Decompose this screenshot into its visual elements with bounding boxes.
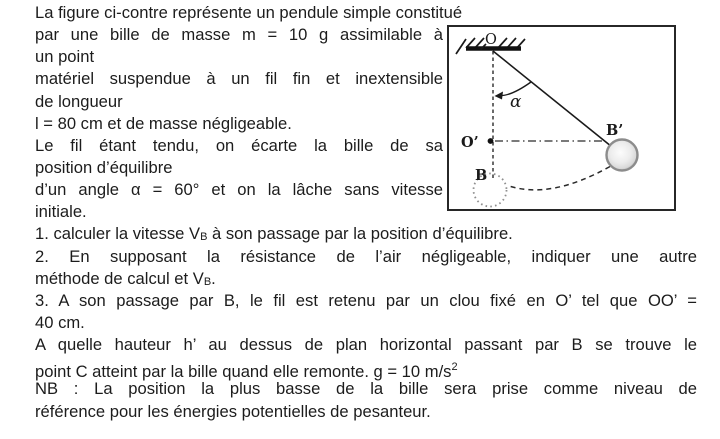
text-sub: B xyxy=(203,275,212,288)
text-segment: d’un angle α = 60° et on la lâche sans vitesse xyxy=(35,180,443,200)
text-segment: NB : La position la plus basse de la bille sera prise comme niveau de xyxy=(35,379,697,399)
text-segment: 3. A son passage par B, le fil est retenu par un clou fixé en O’ tel que OO’ = xyxy=(35,290,697,310)
angle-label: α xyxy=(510,92,522,112)
text-segment: 2. En supposant la résistance de l’air négligeable, indiquer une autre xyxy=(35,246,697,266)
text-line xyxy=(35,91,443,113)
pendulum-diagram xyxy=(449,27,674,209)
text-segment: méthode de calcul et V xyxy=(35,268,204,288)
text-segment: par une bille de masse m = 10 g assimilable à xyxy=(35,25,443,45)
text-segment: . xyxy=(211,268,216,288)
trajectory-arc xyxy=(508,167,611,190)
text-line xyxy=(35,24,443,46)
text-sup: 2 xyxy=(451,361,458,374)
equilibrium-position-label: B xyxy=(475,167,488,184)
text-segment: point C atteint par la bille quand elle remonte. g = 10 m/s xyxy=(35,362,452,382)
text-line xyxy=(35,268,697,290)
text-segment: Le fil étant tendu, on écarte la bille de sa xyxy=(35,135,443,155)
text-segment: référence pour les énergies potentielles de pesanteur. xyxy=(35,401,431,421)
text-segment: de longueur xyxy=(35,91,123,111)
text-line xyxy=(35,290,697,312)
ball-at-release xyxy=(607,140,638,171)
pivot-label: O xyxy=(485,32,497,48)
text-line xyxy=(35,2,697,24)
text-line xyxy=(35,179,443,201)
text-segment: 40 cm. xyxy=(35,312,85,332)
text-line xyxy=(35,157,443,179)
nail-point-label: O’ xyxy=(461,134,479,151)
text-line xyxy=(35,401,697,423)
text-segment: matériel suspendue à un fil fin et inextensible xyxy=(35,69,443,89)
text-segment: A quelle hauteur h’ au dessus de plan horizontal passant par B se trouve le xyxy=(35,335,697,355)
text-line xyxy=(35,312,697,334)
pendulum-figure xyxy=(447,25,676,211)
text-line xyxy=(35,223,697,245)
text-line xyxy=(35,334,697,356)
angle-arrowhead xyxy=(495,92,504,100)
text-line xyxy=(35,113,443,135)
text-line xyxy=(35,135,443,157)
text-segment: l = 80 cm et de masse négligeable. xyxy=(35,113,292,133)
text-line xyxy=(35,246,697,268)
text-line xyxy=(35,201,443,223)
text-sub: B xyxy=(200,231,208,244)
text-segment: position d’équilibre xyxy=(35,157,173,177)
text-segment: à son passage par la position d’équilibre. xyxy=(207,224,513,244)
text-segment: initiale. xyxy=(35,202,87,222)
text-line xyxy=(35,68,443,90)
nail-point-dot xyxy=(488,138,494,144)
text-segment: un point xyxy=(35,47,95,67)
text-line xyxy=(35,46,443,68)
text-segment: 1. calculer la vitesse V xyxy=(35,224,201,244)
text-segment: La figure ci-contre représente un pendule simple constitué xyxy=(35,3,463,22)
release-position-label: B’ xyxy=(606,122,624,139)
text-line xyxy=(35,378,697,400)
text-line xyxy=(35,356,697,382)
